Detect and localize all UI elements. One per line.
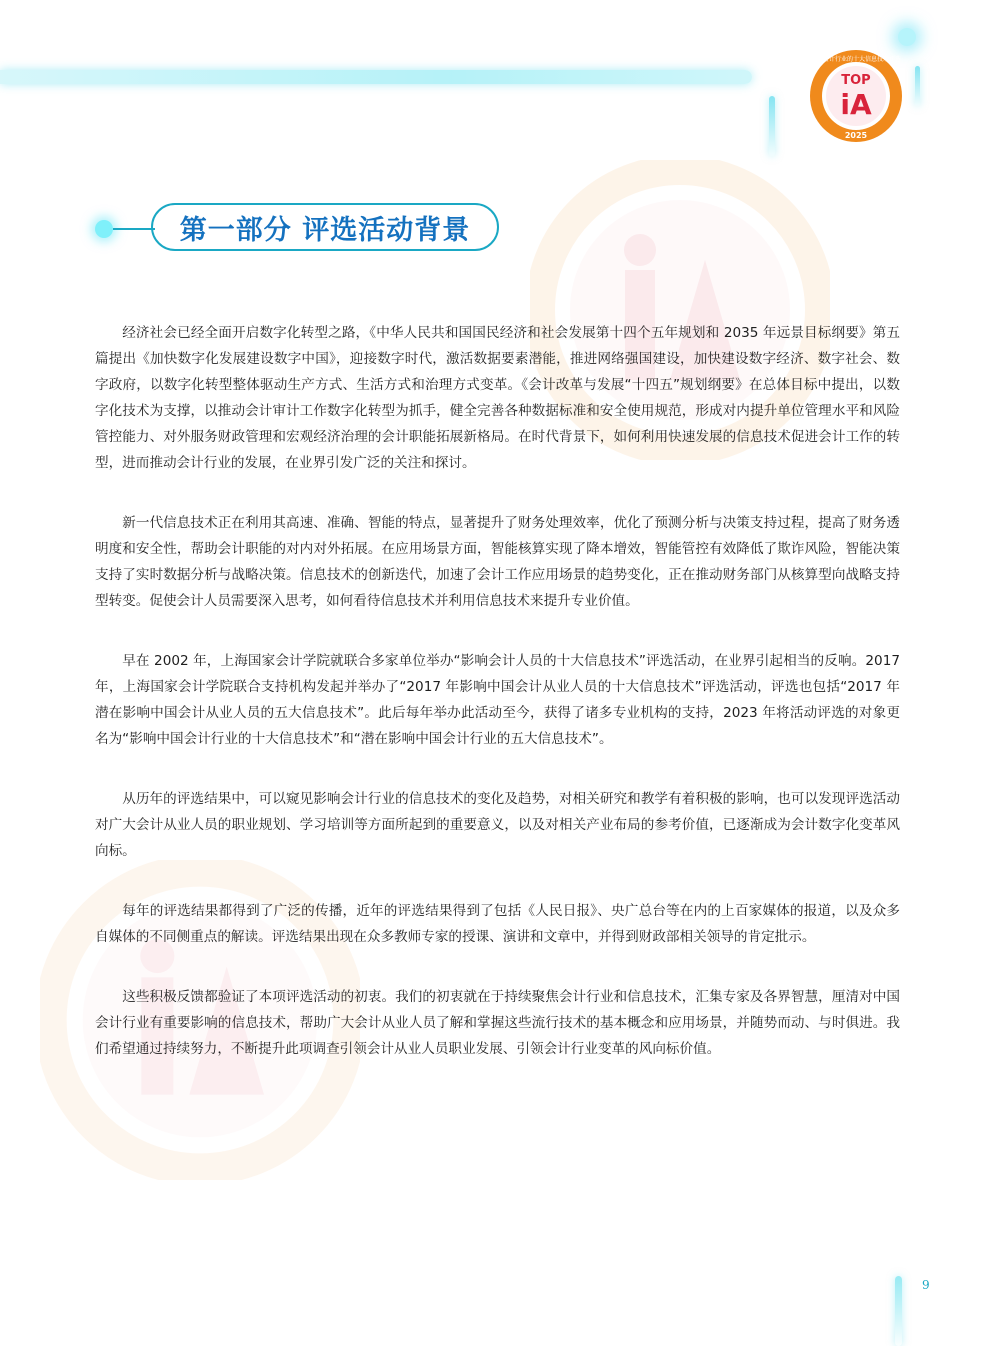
badge-ring-text: 影响会计行业的十大信息技术评选: [810, 56, 902, 63]
paragraph-3: 早在 2002 年，上海国家会计学院就联合多家单位举办“影响会计人员的十大信息技术”评选活动，在业界引起相当的反响。2017 年，上海国家会计学院联合支持机构发起并举办了“2017 年影响中国会计从业人员的十大信息技术”评选活动，评选也包括“2017 年潜在影响中国会计从业人员的五大信息技术”。此后每年举办此活动至今，获得了诸多专业机构的支持，2023 年将活动评选的对象更名为“影响中国会计行业的十大信息技术”和“潜在影响中国会计行业的五大信息技术”。: [95, 653, 900, 747]
glow-stick-decoration: [769, 96, 775, 156]
paragraph-6: 这些积极反馈都验证了本项评选活动的初衷。我们的初衷就在于持续聚焦会计行业和信息技术，汇集专家及各界智慧，厘清对中国会计行业有重要影响的信息技术，帮助广大会计从业人员了解和掌握这些流行技术的基本概念和应用场景，并随势而动、与时俱进。我们希望通过持续努力，不断提升此项调查引领会计从业人员职业发展、引领会计行业变革的风向标价值。: [95, 989, 900, 1057]
page-number-bar: [895, 1276, 902, 1346]
glow-dot-decoration: [898, 28, 916, 46]
top-decorative-bar: [0, 70, 752, 84]
paragraph-1: 经济社会已经全面开启数字化转型之路，《中华人民共和国国民经济和社会发展第十四个五年规划和 2035 年远景目标纲要》第五篇提出《加快数字化发展建设数字中国》，迎接数字时代，激活数据要素潜能，推进网络强国建设，加快建设数字经济、数字社会、数字政府，以数字化转型整体驱动生产方式、生活方式和治理方式变革。《会计改革与发展“十四五”规划纲要》在总体目标中提出，以数字化技术为支撑，以推动会计审计工作数字化转型为抓手，健全完善各种数据标准和安全使用规范，形成对内提升单位管理水平和风险管控能力、对外服务财政管理和宏观经济治理的会计职能拓展新格局。在时代背景下，如何利用快速发展的信息技术促进会计工作的转型，进而推动会计行业的发展，在业界引发广泛的关注和探讨。: [95, 325, 900, 471]
badge-logo-text: iA: [840, 88, 872, 121]
section-title: 第一部分 评选活动背景: [179, 214, 471, 246]
paragraph-4: 从历年的评选结果中，可以窥见影响会计行业的信息技术的变化及趋势，对相关研究和教学有着积极的影响，也可以发现评选活动对广大会计从业人员的职业规划、学习培训等方面所起到的重要意义，以及对相关产业布局的参考价值，已逐渐成为会计数字化变革风向标。: [95, 791, 900, 859]
page-number: 9: [922, 1278, 930, 1292]
heading-dot-icon: [95, 220, 113, 238]
heading-pill: [151, 203, 499, 251]
badge-top-text: TOP: [841, 73, 871, 88]
heading-connector-line: [113, 228, 155, 230]
paragraph-5: 每年的评选结果都得到了广泛的传播，近年的评选结果得到了包括《人民日报》、央广总台等在内的上百家媒体的报道，以及众多自媒体的不同侧重点的解读。评选结果出现在众多教师专家的授课、演讲和文章中，并得到财政部相关领导的肯定批示。: [95, 903, 900, 945]
section-heading: [95, 203, 515, 255]
glow-stick-decoration: [915, 66, 920, 106]
top-ia-2025-badge: [808, 48, 904, 144]
badge-year: 2025: [844, 131, 868, 140]
paragraph-2: 新一代信息技术正在利用其高速、准确、智能的特点，显著提升了财务处理效率，优化了预测分析与决策支持过程，提高了财务透明度和安全性，帮助会计职能的对内对外拓展。在应用场景方面，智能核算实现了降本增效，智能管控有效降低了欺诈风险，智能决策支持了实时数据分析与战略决策。信息技术的创新迭代，加速了会计工作应用场景的趋势变化，正在推动财务部门从核算型向战略支持型转变。促使会计人员需要深入思考，如何看待信息技术并利用信息技术来提升专业价值。: [95, 515, 900, 609]
body-content: [95, 320, 900, 1096]
